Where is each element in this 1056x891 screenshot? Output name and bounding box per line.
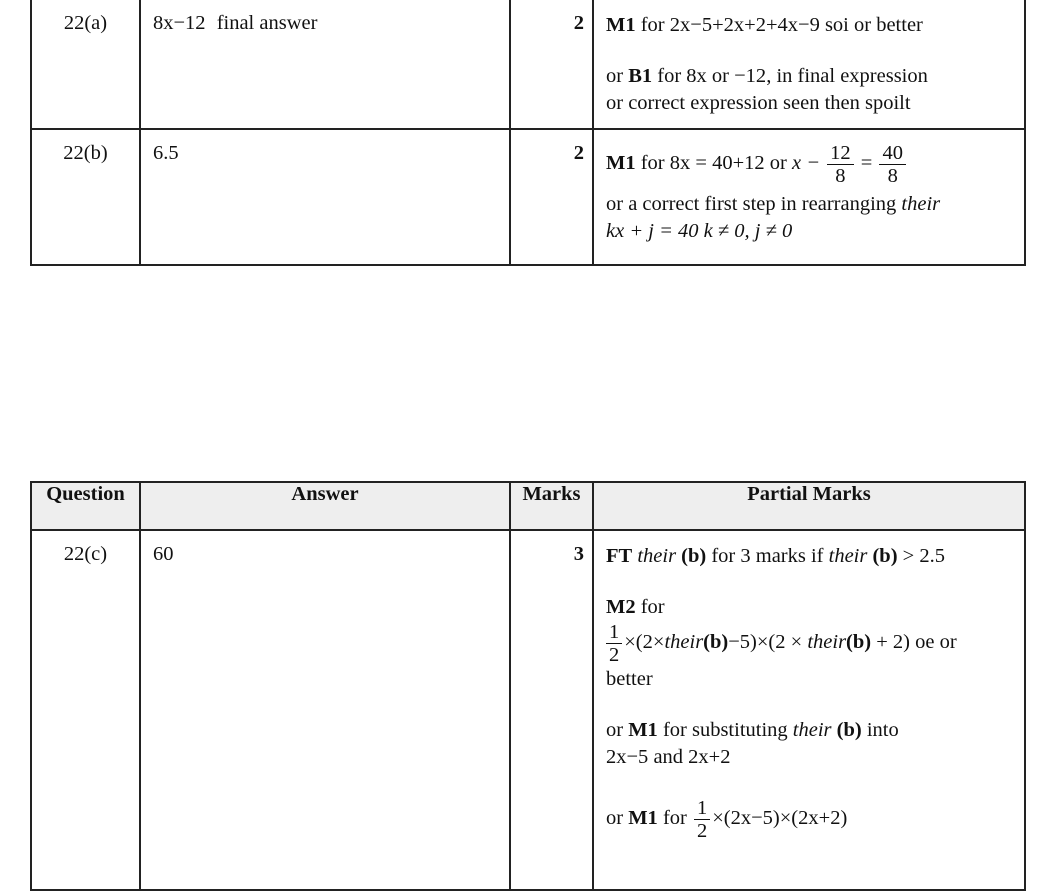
header-answer: Answer [140,482,510,530]
equals-sign: = [860,152,873,175]
text-their: their [901,193,941,215]
fraction [606,621,622,666]
partial-line: better [606,668,653,690]
text-main: for 3 marks if [711,545,824,567]
math-expression: + 2) [876,631,910,654]
text-into: into [866,719,899,741]
header-question: Question [31,482,140,530]
text-or: or [711,65,729,87]
text-tail: oe or [915,631,957,654]
fraction-denominator: 2 [609,644,620,666]
partial-line: or correct expression seen then spoilt [606,92,911,114]
fraction [879,142,906,187]
text-their: their [792,719,832,741]
table-row [31,129,1025,265]
part-ref: (b) [703,631,729,654]
partial-line: kx + j = 40 k ≠ 0, j ≠ 0 [606,220,793,242]
fraction [694,797,710,842]
text-their: their [637,545,677,567]
part-ref: (b) [872,545,898,567]
math-expression: ×(2x−5)×(2x+2) [712,807,848,830]
question-cell [31,530,140,890]
marking-table-top [30,0,1026,266]
answer-value: 6.5 [153,142,179,164]
text-for: for [640,14,665,36]
fraction-denominator: 8 [887,165,898,187]
partial-line [606,621,1014,666]
text-their: their [828,545,868,567]
part-ref: (b) [836,719,862,741]
marks-cell [510,530,593,890]
text-for: for [640,596,665,618]
fraction-denominator: 2 [696,820,708,842]
mark-code: M1 [628,807,658,830]
text-or: or [606,65,624,87]
text-for: for [657,65,682,87]
answer-cell [140,0,510,129]
text-or: or [606,719,624,741]
marks-cell [510,0,593,129]
answer-cell [140,530,510,890]
question-label: 22(a) [63,12,108,34]
mark-code: M1 [628,719,658,741]
marks-value: 3 [573,543,584,565]
text-for: for [662,807,687,830]
text-and: and [653,746,684,768]
question-cell [31,0,140,129]
math-expression: 8x = 40+12 [669,152,765,175]
mark-code: M1 [606,14,636,36]
partial-marks-cell [593,129,1025,265]
question-label: 22(b) [63,142,108,164]
partial-line [606,797,1014,842]
marks-cell [510,129,593,265]
text-or: or [769,152,787,175]
math-term: −12 [734,65,767,87]
mark-code: M2 [606,596,636,618]
text-their: their [664,631,704,654]
text-their: their [807,631,847,654]
fraction-numerator: 12 [827,142,854,165]
fraction [827,142,854,187]
header-marks: Marks [510,482,593,530]
text-or: or [606,807,624,830]
math-expression: 2x−5+2x+2+4x−9 [669,14,820,36]
text-tail: , in final expression [766,65,928,87]
marks-value: 2 [573,12,584,34]
text-for: for [640,152,665,175]
math-term: 8x [686,65,707,87]
header-partial-marks: Partial Marks [593,482,1025,530]
part-ref: (b) [846,631,872,654]
fraction-numerator: 40 [879,142,906,165]
math-term: x − [791,152,821,175]
text-tail: > 2.5 [902,545,945,567]
text-tail: soi or better [824,14,923,36]
table-row [31,0,1025,129]
partial-marks-cell [593,0,1025,129]
partial-marks-cell [593,530,1025,890]
partial-line [606,594,1014,621]
text-main: for substituting [662,719,788,741]
marking-table-bottom [30,481,1026,891]
partial-line [606,744,1014,771]
marks-value: 2 [573,142,584,164]
text-main: or a correct first step in rearranging [606,193,897,215]
partial-line [606,191,1014,218]
answer-cell [140,129,510,265]
table-row [31,530,1025,890]
math-expression: 2x+2 [688,746,731,768]
partial-line [606,12,1014,39]
partial-line [606,63,1014,90]
mark-code: B1 [628,65,653,87]
partial-line [606,142,1014,187]
mark-code: M1 [606,152,636,175]
answer-note: final answer [216,12,318,34]
answer-expression: 8x−12 [153,12,206,34]
partial-line [606,717,1014,744]
fraction-numerator: 1 [694,797,710,820]
fraction-denominator: 8 [835,165,846,187]
fraction-numerator: 1 [606,621,622,644]
math-expression: −5)×(2 × [728,631,803,654]
partial-line [606,543,1014,570]
mark-code: FT [606,545,633,567]
header-row [31,482,1025,530]
math-expression: ×(2× [624,631,665,654]
answer-value: 60 [153,543,174,565]
question-label: 22(c) [63,543,108,565]
part-ref: (b) [681,545,707,567]
math-expression: 2x−5 [606,746,649,768]
question-cell [31,129,140,265]
